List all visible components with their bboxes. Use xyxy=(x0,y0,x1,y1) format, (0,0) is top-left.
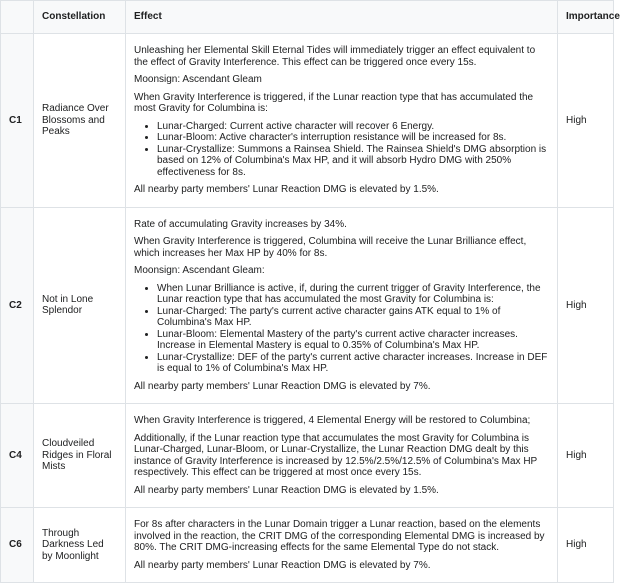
constellation-id-cell: C2 xyxy=(1,207,34,404)
effect-list xyxy=(134,283,549,375)
effect-cell xyxy=(126,404,558,508)
effect-list-item: • Lunar-Charged: Current active character will recover 6 Energy. xyxy=(157,121,549,133)
effect-paragraph: Moonsign: Ascendant Gleam: xyxy=(134,265,265,276)
effect-paragraph: Additionally, if the Lunar reaction type that accumulates the most Gravity for Columbina is Lunar-Charged, Lunar-Bloom, or Lunar-Crystallize, the Lunar Reaction DMG dealt by this instance of Gravity Interference is increased by 12.5%/2.5%/12.5% of Columbina's Max HP respectively. This effect can be triggered at most once every 15s. xyxy=(134,432,538,478)
table-row xyxy=(1,508,614,583)
header-row xyxy=(1,1,614,34)
constellation-name-cell: Radiance Over Blossoms and Peaks xyxy=(34,34,126,208)
constellation-id-cell: C6 xyxy=(1,508,34,583)
effect-list xyxy=(134,121,549,179)
constellation-id-cell: C1 xyxy=(1,34,34,208)
table-body xyxy=(1,34,614,583)
header-index xyxy=(1,1,34,34)
effect-list-item: • Lunar-Bloom: Active character's interruption resistance will be increased for 8s. xyxy=(157,132,549,144)
effect-paragraph: When Gravity Interference is triggered, 4 Elemental Energy will be restored to Columbina; xyxy=(134,415,531,426)
header-effect: Effect xyxy=(126,1,558,34)
header-constellation: Constellation xyxy=(34,1,126,34)
effect-list-item: • Lunar-Bloom: Elemental Mastery of the party's current active character increases. Increase in Elemental Mastery is equal to 0.35% of Columbina's Max HP. xyxy=(157,329,549,352)
constellation-name-cell: Through Darkness Led by Moonlight xyxy=(34,508,126,583)
effect-list-item: • Lunar-Charged: The party's current active character gains ATK equal to 1% of Columbina's Max HP. xyxy=(157,306,549,329)
effect-paragraph: When Gravity Interference is triggered, if the Lunar reaction type that has accumulated the most Gravity for Columbina is: xyxy=(134,91,534,114)
effect-cell xyxy=(126,34,558,208)
constellation-name-cell: Cloudveiled Ridges in Floral Mists xyxy=(34,404,126,508)
effect-paragraph: All nearby party members' Lunar Reaction DMG is elevated by 7%. xyxy=(134,380,431,392)
effect-paragraph: All nearby party members' Lunar Reaction DMG is elevated by 7%. xyxy=(134,559,431,571)
constellation-id-cell: C4 xyxy=(1,404,34,508)
table-row xyxy=(1,34,614,208)
effect-cell xyxy=(126,508,558,583)
effect-cell xyxy=(126,207,558,404)
effect-list-item: • Lunar-Crystallize: Summons a Rainsea Shield. The Rainsea Shield's DMG absorption is based on 12% of Columbina's Max HP, and it will absorb Hydro DMG with 250% effectiveness for 8s. xyxy=(157,144,549,179)
effect-paragraph: All nearby party members' Lunar Reaction DMG is elevated by 1.5%. xyxy=(134,184,439,195)
constellation-name-cell: Not in Lone Splendor xyxy=(34,207,126,404)
table-row xyxy=(1,404,614,508)
importance-cell: High xyxy=(558,207,614,404)
table-row xyxy=(1,207,614,404)
header-importance: Importance xyxy=(558,1,614,34)
effect-paragraph: For 8s after characters in the Lunar Domain trigger a Lunar reaction, based on the elements involved in the reaction, the CRIT DMG of the corresponding Elemental DMG is increased by 80%. The CRIT DMG-increasing effects for the same Elemental Type do not stack. xyxy=(134,519,545,553)
importance-cell: High xyxy=(558,34,614,208)
effect-list-item: • Lunar-Crystallize: DEF of the party's current active character increases. Increase in DEF is equal to 1% of Columbina's Max HP. xyxy=(157,352,549,375)
effect-paragraph: When Gravity Interference is triggered, Columbina will receive the Lunar Brilliance effect, which increases her Max HP by 40% for 8s. xyxy=(134,236,527,259)
effect-paragraph: Rate of accumulating Gravity increases by 34%. xyxy=(134,218,347,230)
table-header xyxy=(1,1,620,34)
importance-cell: High xyxy=(558,404,614,508)
effect-paragraph: All nearby party members' Lunar Reaction DMG is elevated by 1.5%. xyxy=(134,484,439,496)
effect-paragraph: Moonsign: Ascendant Gleam xyxy=(134,74,262,85)
effect-list-item: • When Lunar Brilliance is active, if, during the current trigger of Gravity Interference, the Lunar reaction type that has accumulated the most Gravity for Columbina is: xyxy=(157,283,549,306)
effect-paragraph: Unleashing her Elemental Skill Eternal Tides will immediately trigger an effect equivalent to the effect of Gravity Interference. This effect can be triggered once every 15s. xyxy=(134,45,536,68)
importance-cell: High xyxy=(558,508,614,583)
